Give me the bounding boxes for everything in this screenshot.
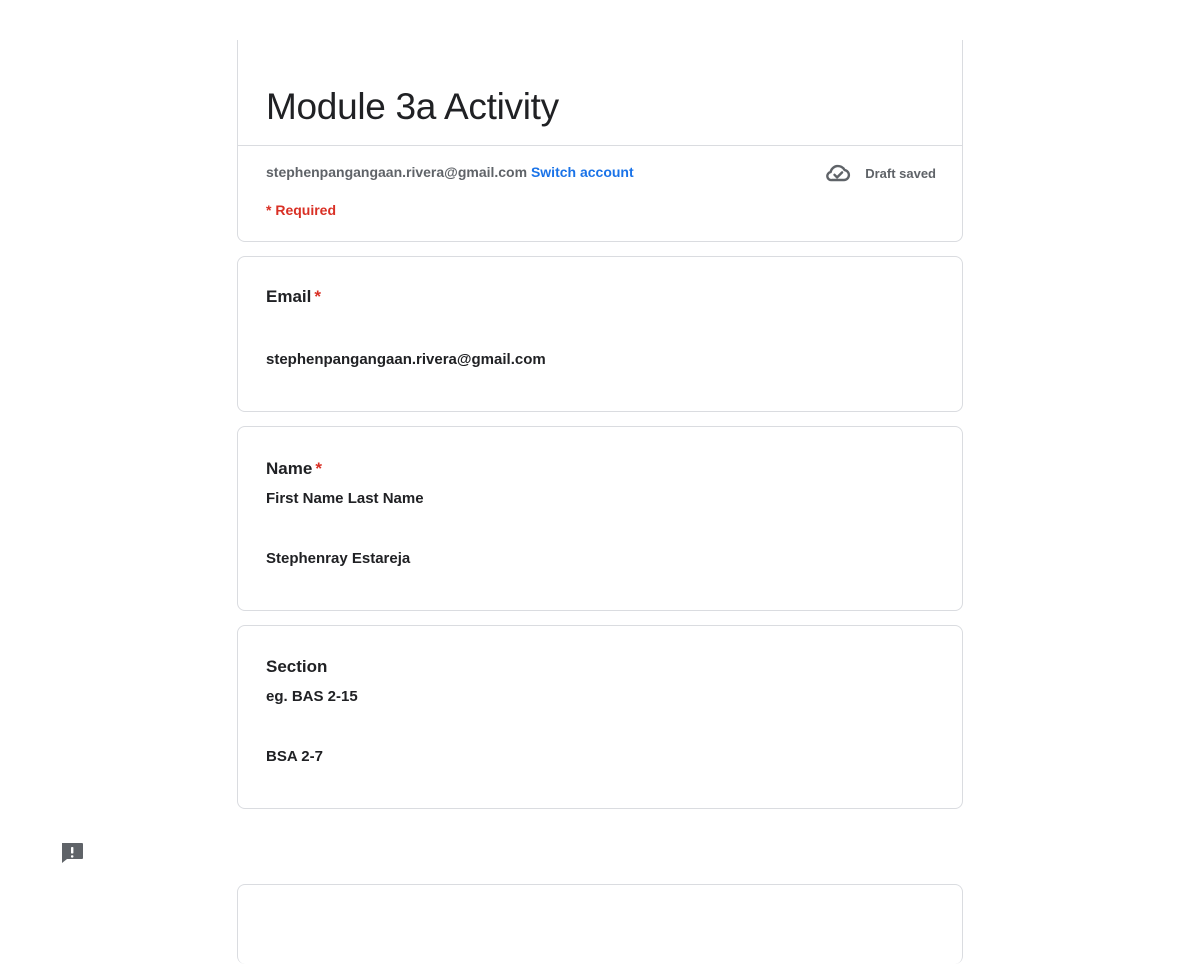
- draft-saved-label: Draft saved: [865, 165, 936, 181]
- draft-status: [825, 162, 936, 184]
- required-note: * Required: [266, 202, 337, 218]
- required-star: *: [314, 287, 321, 306]
- required-star: *: [315, 459, 322, 478]
- question-title: Email: [266, 287, 312, 306]
- account-email: stephenpangangaan.rivera@gmail.com: [266, 164, 528, 180]
- question-label: [266, 657, 327, 677]
- section-answer[interactable]: BSA 2-7: [266, 748, 323, 765]
- form-title: Module 3a Activity: [266, 86, 559, 127]
- email-answer[interactable]: stephenpangangaan.rivera@gmail.com: [266, 351, 546, 368]
- question-title: Section: [266, 657, 328, 676]
- name-answer[interactable]: Stephenray Estareja: [266, 550, 411, 567]
- form-header-card: [237, 40, 963, 242]
- cloud-check-icon: [825, 162, 851, 184]
- header-divider: [238, 145, 962, 146]
- question-label: [266, 459, 322, 479]
- question-title: Name: [266, 459, 313, 478]
- next-question-card: [237, 884, 963, 964]
- switch-account-link[interactable]: Switch account: [530, 164, 634, 180]
- question-hint: eg. BAS 2-15: [266, 688, 358, 705]
- question-card-email: [237, 256, 963, 412]
- question-card-section: [237, 625, 963, 809]
- question-label: [266, 287, 321, 307]
- question-card-name: [237, 426, 963, 611]
- question-hint: First Name Last Name: [266, 490, 424, 507]
- account-row: [266, 164, 634, 180]
- feedback-icon[interactable]: [60, 841, 84, 865]
